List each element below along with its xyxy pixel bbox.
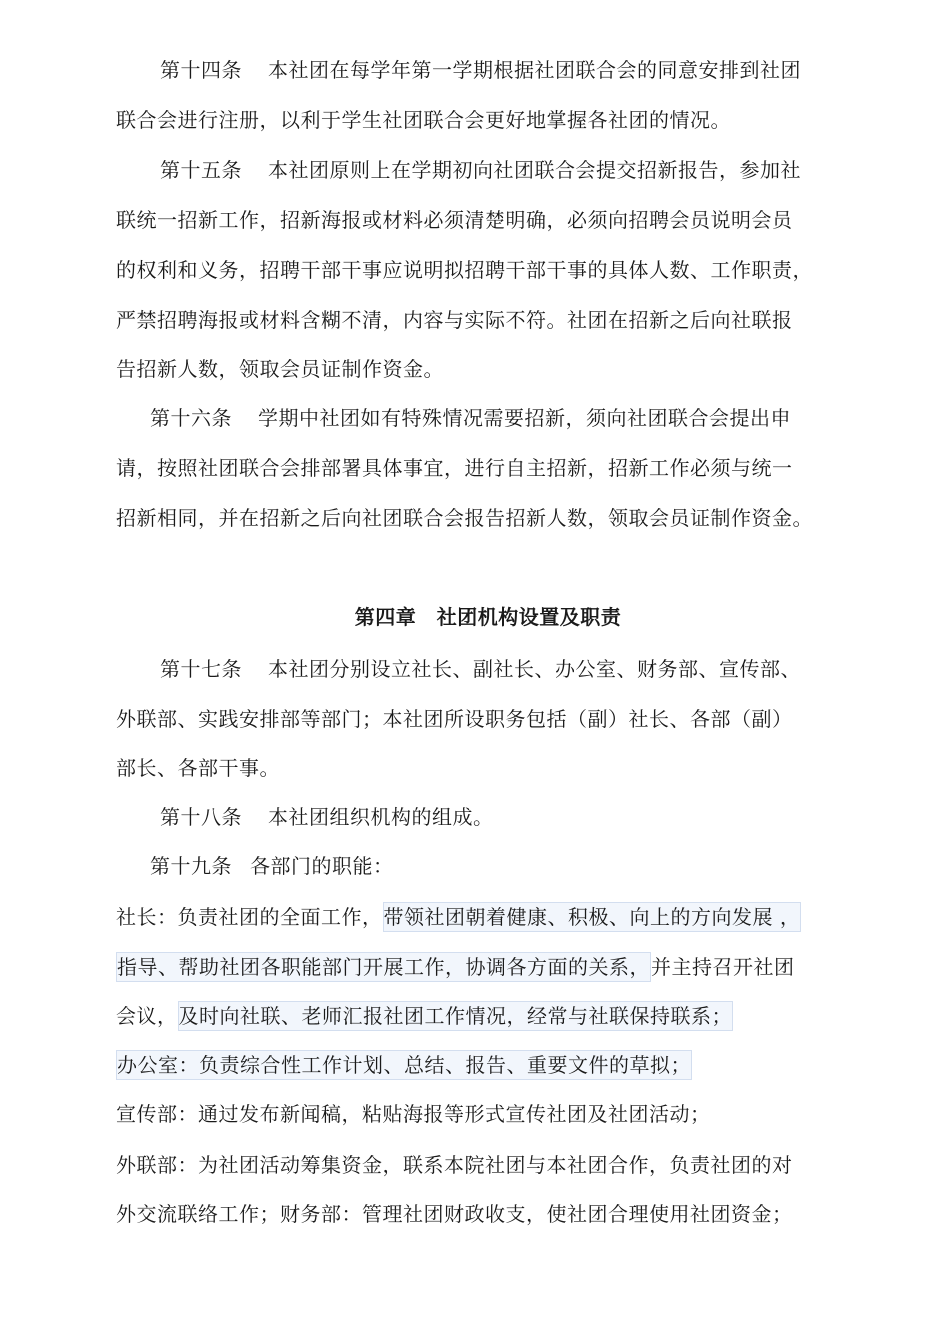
article-15-text-1: 本社团原则上在学期初向社团联合会提交招新报告，参加社 (268, 158, 801, 182)
article-17-label: 第十七条 (160, 657, 242, 681)
duty-external-line-2: 外交流联络工作；财务部：管理社团财政收支，使社团合理使用社团资金； (116, 1202, 793, 1226)
article-16-line-2: 请，按照社团联合会排部署具体事宜，进行自主招新，招新工作必须与统一 (116, 456, 793, 480)
article-15-line-1 (160, 156, 801, 184)
article-15-line-2: 联统一招新工作，招新海报或材料必须清楚明确，必须向招聘会员说明会员 (116, 208, 793, 232)
duty-external-line-1: 外联部：为社团活动筹集资金，联系本院社团与本社团合作，负责社团的对 (116, 1153, 793, 1177)
article-14-line-2: 联合会进行注册，以利于学生社团联合会更好地掌握各社团的情况。 (116, 108, 731, 132)
chapter-4-heading: 第四章 社团机构设置及职责 (354, 605, 622, 629)
duty-president-text-e: 会议， (116, 1004, 178, 1028)
duty-president-line-1 (116, 903, 801, 931)
article-18-text: 本社团组织机构的组成。 (268, 805, 494, 829)
article-17-line-1 (160, 655, 801, 683)
duty-president-line-2 (116, 953, 795, 981)
article-16-text-1: 学期中社团如有特殊情况需要招新，须向社团联合会提出申 (258, 406, 791, 430)
article-19-label: 第十九条 (150, 854, 232, 878)
duty-office-line (116, 1051, 692, 1079)
article-16-line-1 (150, 404, 791, 432)
article-19-line (150, 852, 394, 880)
article-18-line (160, 803, 494, 831)
article-19-text: 各部门的职能： (250, 854, 394, 878)
duty-president-highlight-3: 及时向社联、老师汇报社团工作情况，经常与社联保持联系； (178, 1001, 734, 1031)
article-14-text-1: 本社团在每学年第一学期根据社团联合会的同意安排到社团 (268, 58, 801, 82)
article-16-label: 第十六条 (150, 406, 232, 430)
article-14-line-1 (160, 56, 801, 84)
duty-president-highlight-1: 带领社团朝着健康、积极、向上的方向发展 ， (383, 902, 802, 932)
duty-publicity-line: 宣传部：通过发布新闻稿，粘贴海报等形式宣传社团及社团活动； (116, 1102, 711, 1126)
duty-president-line-3 (116, 1002, 733, 1030)
duty-president-text-a: 社长：负责社团的全面工作， (116, 905, 383, 929)
article-17-text-1: 本社团分别设立社长、副社长、办公室、财务部、宣传部、 (268, 657, 801, 681)
duty-president-highlight-2: 指导、帮助社团各职能部门开展工作，协调各方面的关系， (116, 952, 651, 982)
article-18-label: 第十八条 (160, 805, 242, 829)
article-15-label: 第十五条 (160, 158, 242, 182)
duty-president-text-d: 并主持召开社团 (651, 955, 795, 979)
article-17-line-2: 外联部、实践安排部等部门；本社团所设职务包括（副）社长、各部（副） (116, 707, 793, 731)
article-15-line-5: 告招新人数，领取会员证制作资金。 (116, 357, 444, 381)
article-15-line-4: 严禁招聘海报或材料含糊不清，内容与实际不符。社团在招新之后向社联报 (116, 308, 793, 332)
duty-office-highlight: 办公室：负责综合性工作计划、总结、报告、重要文件的草拟； (116, 1050, 692, 1080)
article-15-line-3: 的权利和义务，招聘干部干事应说明拟招聘干部干事的具体人数、工作职责， (116, 258, 813, 282)
article-14-label: 第十四条 (160, 58, 242, 82)
article-17-line-3: 部长、各部干事。 (116, 756, 280, 780)
article-16-line-3: 招新相同，并在招新之后向社团联合会报告招新人数，领取会员证制作资金。 (116, 506, 813, 530)
